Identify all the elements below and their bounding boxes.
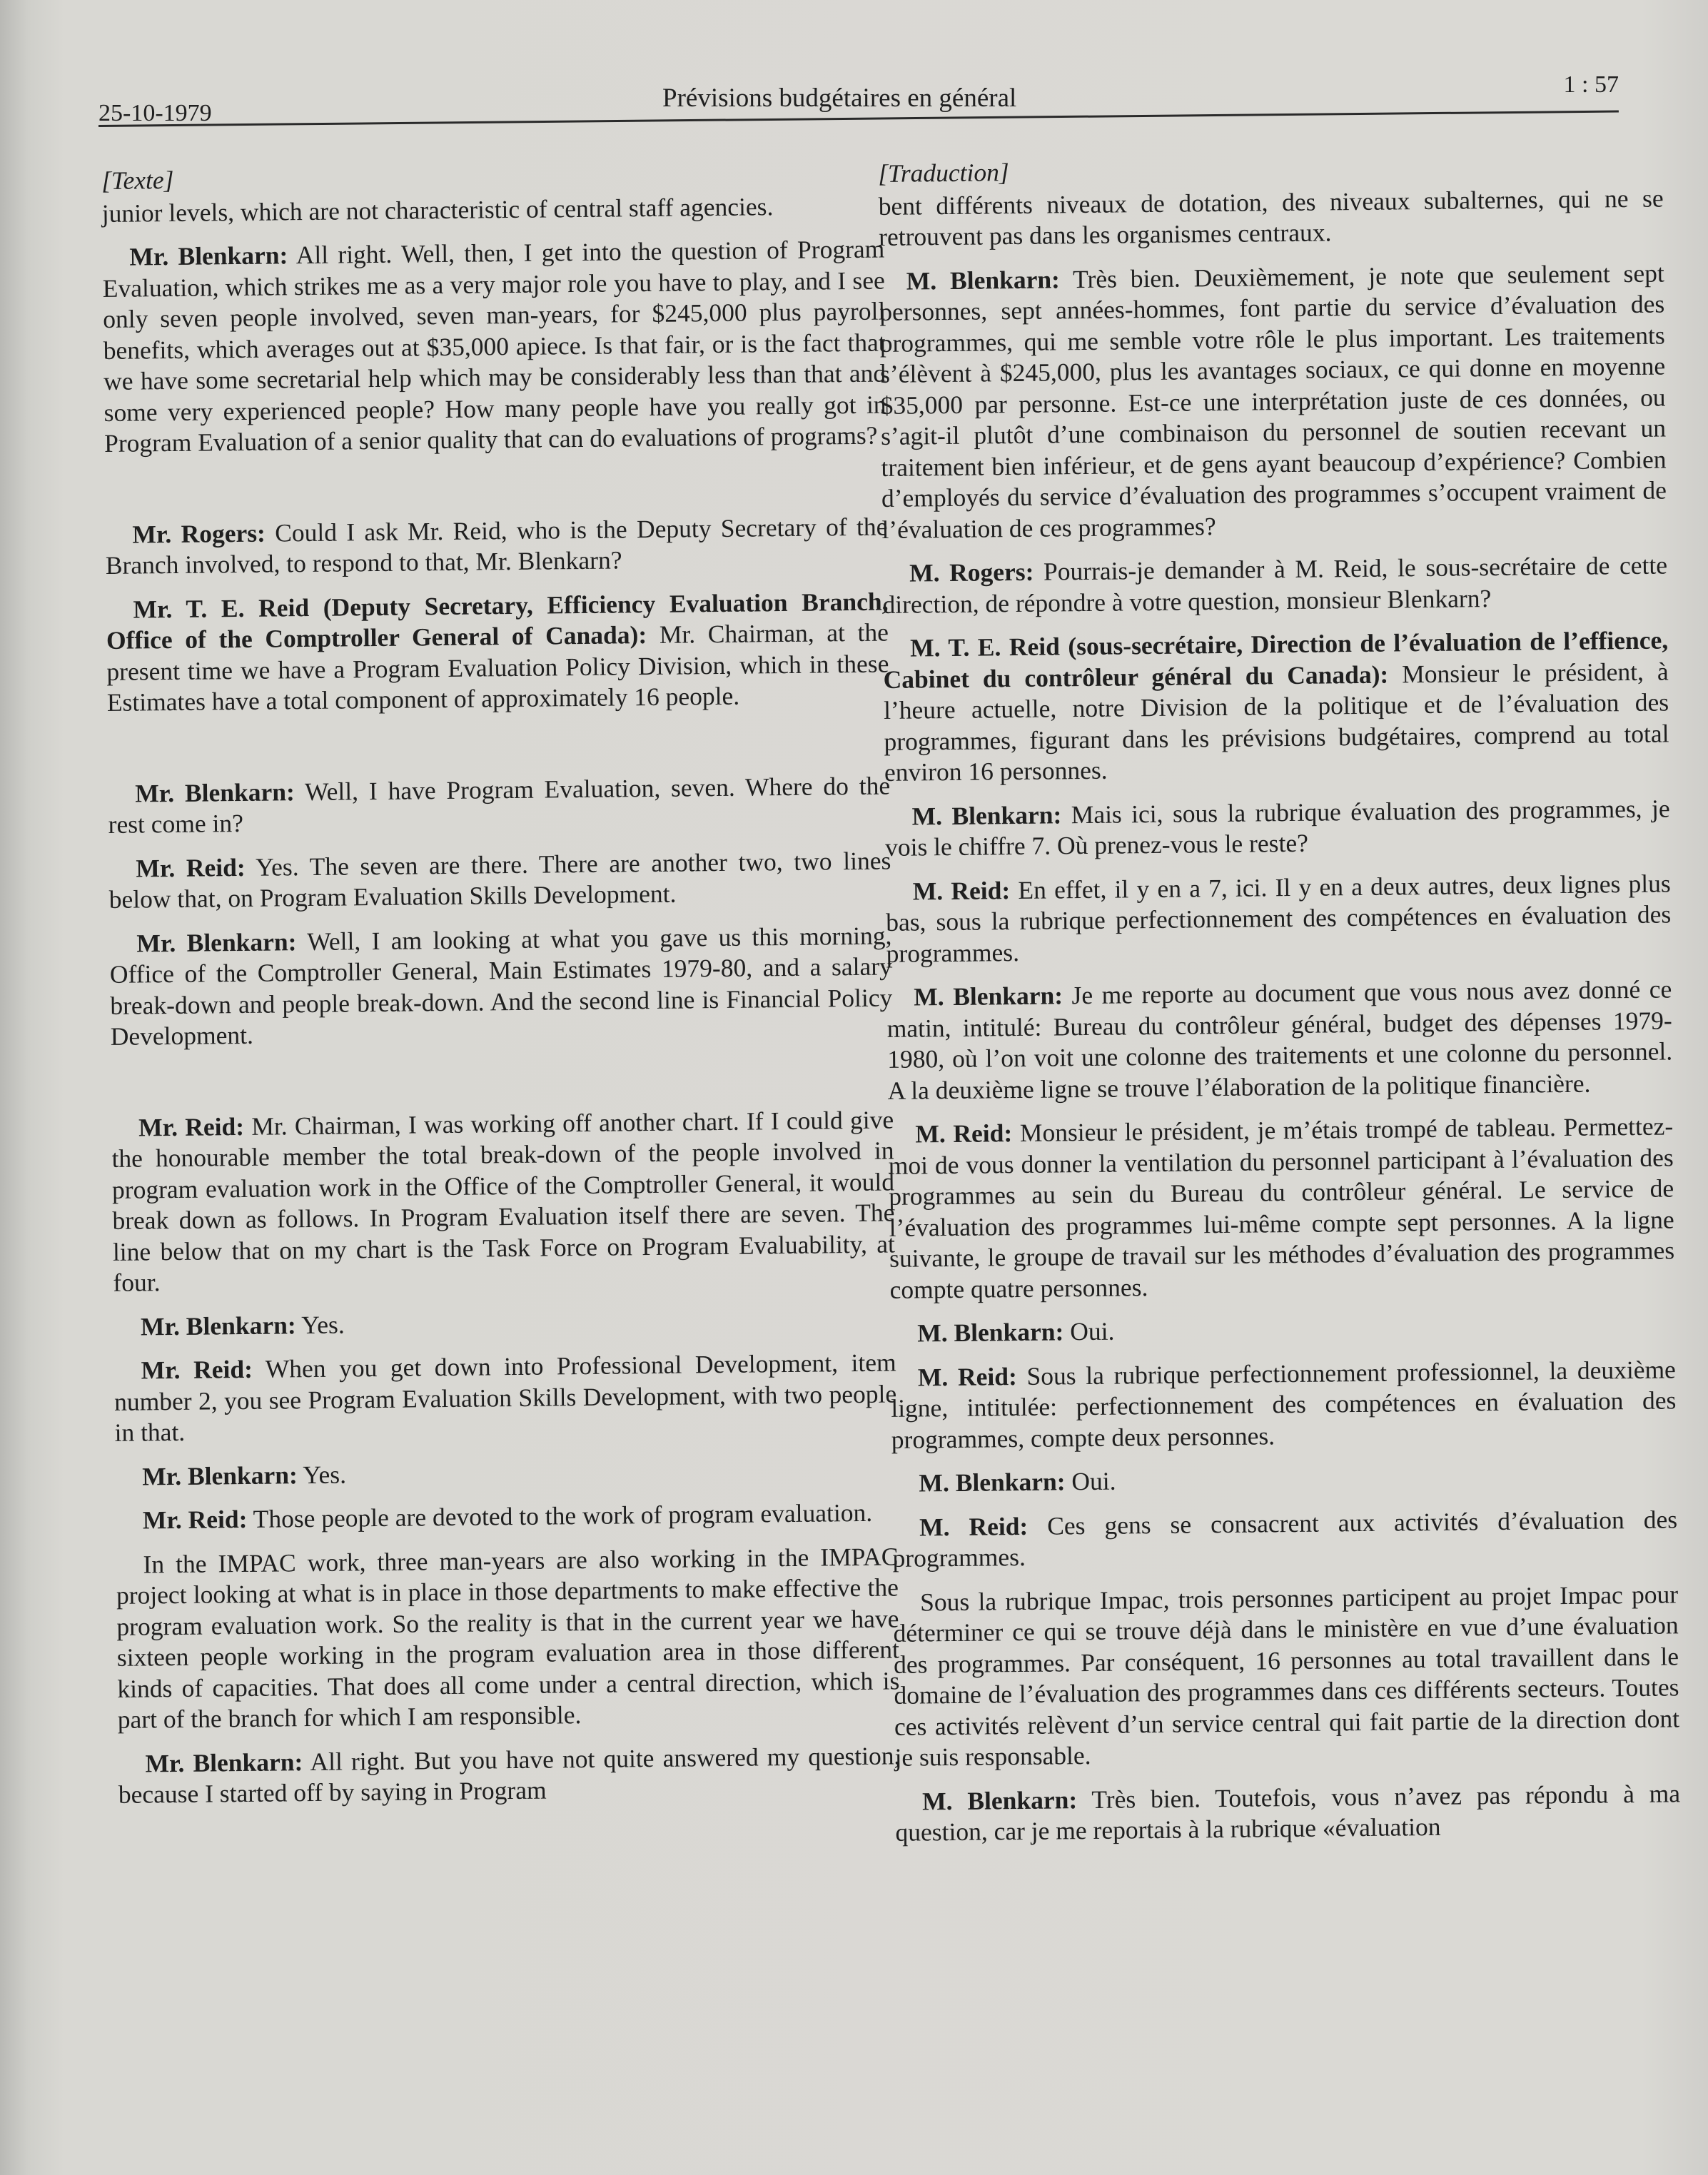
speaker-name: M. Blenkarn: [921,1785,1078,1815]
paragraph [884,793,1670,864]
paragraph-text: bent différents niveaux de dotation, des niveaux subalternes, qui ne se retrouvent pas dans les organismes centraux. [878,183,1664,251]
paragraph-text: Très bien. Deuxièmement, je note que seulement sept personnes, sept années-hommes, font partie du service d’évaluation des programmes, qui me semble votre rôle le plus important. Les traitements s’élèvent à $245,000, plus les avantages sociaux, ce qui donne en moyenne $35,000 par personne. Est-ce une interprétation juste de ces données, ou s’agit-il plutôt d’une combinaison du personnel de soutien recevant un traitement bien inférieur, et de gens ayant beaucoup d’expérience? Combien d’employés du service d’évaluation des programmes s’occupent vraiment de l’évaluation de ces programmes? [879,258,1667,544]
speaker-name: Mr. Reid: [138,1111,245,1142]
speaker-name: Mr. Reid: [141,1354,253,1385]
paragraph-text: Oui. [1070,1316,1115,1346]
paragraph-text: Well, I am looking at what you gave us this morning, Office of the Comptroller General, Main Estimates 1979-80, and a salary break-down and people break-down. And the second line is Financial Policy Development. [109,920,893,1051]
paragraph [882,550,1668,620]
paragraph [895,1778,1681,1849]
speaker-name: Mr. T. E. Reid (Deputy Secretary, Efficiency Evaluation Branch, Office of the Comptroller General of Canada): [106,586,889,655]
paragraph-text: En effet, il y en a 7, ici. Il y en a deux autres, deux lignes plus bas, sous la rubrique perfectionnement des compétences en évaluation des programmes. [885,868,1672,968]
paragraph-text: Mais ici, sous la rubrique évaluation des programmes, je vois le chiffre 7. Où prenez-vous le reste? [884,793,1670,862]
paragraph-text: All right. Well, then, I get into the question of Program Evaluation, which strikes me as a very major role you have to play, and I see only seven people involved, seven man-years, for $245,000 plus payroll benefits, which averages out at $35,000 apiece. Is that fair, or is the fact that we have some secretarial help which may be considerably less than that and some very experienced people? How many people have you really got in Program Evaluation of a senior quality that can do evaluations of programs? [102,234,886,458]
paragraph-text: Monsieur le président, à l’heure actuelle, notre Division de la politique et de l’évaluation des programmes, figurant dans les prévisions budgétaires, comprend au total environ 16 personnes. [883,656,1669,787]
paragraph-text: Well, I have Program Evaluation, seven. Where do the rest come in? [108,770,891,839]
speaker-name: M. Reid: [915,1119,1013,1149]
french-column [878,150,1681,1861]
speaker-name: Mr. Blenkarn: [142,1460,298,1491]
paragraph [891,1460,1677,1499]
paragraph [105,511,888,581]
paragraph-text: When you get down into Professional Development, item number 2, you see Program Evaluation Skills Development, with two people in that. [113,1348,897,1447]
paragraph-text: Sous la rubrique perfectionnement professionnel, la deuxième ligne, intitulée: perfectionnement des compétences en évaluation des programmes, compte deux personnes. [891,1354,1677,1454]
speaker-name: Mr. Reid: [136,852,246,883]
paragraph-text: Yes. The seven are there. There are another two, two lines below that, on Program Evaluation Skills Development. [108,845,891,914]
speaker-name: M. Blenkarn: [914,981,1063,1011]
speaker-name: M. Reid: [917,1361,1018,1392]
speaker-name: M. Blenkarn: [919,1467,1066,1498]
speaker-name: Mr. Blenkarn: [129,241,288,271]
paragraph [106,586,889,718]
speaker-name: Mr. Blenkarn: [140,1310,296,1341]
paragraph [113,1303,896,1343]
paragraph-text: Oui. [1071,1466,1116,1496]
speaker-name: M. Blenkarn: [917,1317,1064,1348]
paragraph-text: Monsieur le président, je m’étais trompé de tableau. Permettez-moi de vous donner la ventilation du personnel participant à l’évaluation des programmes au sein du Bureau du contrôleur général. Le service de l’évaluation des programmes lui-même compte sept personnes. A la ligne suivante, le groupe de travail sur les méthodes d’évaluation des programmes compte quatre personnes. [888,1111,1675,1304]
paragraph [109,920,893,1052]
speaker-name: Mr. Blenkarn: [136,927,297,958]
speaker-name: Mr. Blenkarn: [145,1747,303,1777]
header-title: Prévisions budgétaires en général [662,84,1017,113]
paragraph [886,974,1673,1106]
speaker-name: Mr. Reid: [142,1504,248,1535]
paragraph [892,1504,1678,1575]
speaker-name: M. Rogers: [909,557,1034,587]
header-page-number: 1 : 57 [1563,71,1619,98]
paragraph [888,1111,1675,1306]
english-column [101,158,901,1824]
paragraph-text: Très bien. Toutefois, vous n’avez pas répondu à ma question, car je me reportais à la rubrique «évaluation [895,1778,1681,1847]
paragraph-text: Mr. Chairman, I was working off another chart. If I could give the honourable member the total break-down of the people involved in program evaluation work in the Office of the Comptroller General, it would break down as follows. In Program Evaluation itself there are seven. The line below that on my chart is the Task Force on Program Evaluability, at four. [111,1104,896,1297]
paragraph-text: junior levels, which are not characteristic of central staff agencies. [101,191,774,228]
paragraph [108,845,891,915]
paragraph-text: Sous la rubrique Impac, trois personnes participent au projet Impac pour déterminer ce qui se trouve déjà dans le ministère en vue d’une évaluation des programmes. Par conséquent, 16 personnes au total travaillent dans le domaine de l’évaluation des programmes dans ces différents secteurs. Toutes ces activités relèvent d’un service central qui fait partie de la direction dont je suis responsable. [893,1579,1680,1772]
speaker-name: Mr. Blenkarn: [134,777,295,808]
paragraph-text: Mr. Chairman, at the present time we have a Program Evaluation Policy Division, which in these Estimates have a total component of approximately 16 people. [106,617,889,717]
speaker-name: M. Reid: [919,1511,1029,1541]
speaker-name: M. T. E. Reid (sous-secrétaire, Direction de l’évaluation de l’effience, Cabinet du contrôleur général du Canada): [883,625,1669,694]
paragraph [101,190,884,229]
paragraph-text: Could I ask Mr. Reid, who is the Deputy Secretary of the Branch involved, to respond to that, Mr. Blenkarn? [105,511,888,580]
paragraph [893,1579,1680,1774]
paragraph [116,1541,900,1735]
speaker-name: M. Reid: [912,875,1011,906]
paragraph-text: Yes. [300,1310,345,1339]
paragraph [879,258,1667,545]
page-header [98,71,1619,128]
paragraph-text: Those people are devoted to the work of program evaluation. [253,1498,873,1533]
paragraph [108,770,891,840]
paragraph [113,1347,896,1448]
column-marker: [Traduction] [878,158,1009,188]
paragraph [878,183,1664,253]
paragraph-text: Yes. [303,1460,347,1489]
paragraph [102,234,886,460]
paragraph-text: Pourrais-je demander à M. Reid, le sous-secrétaire de cette direction, de répondre à votre question, monsieur Blenkarn? [882,550,1668,619]
paragraph [111,1104,896,1298]
column-marker: [Texte] [101,165,174,195]
paragraph-text: Je me reporte au document que vous nous avez donné ce matin, intitulé: Bureau du contrôleur général, budget des dépenses 1979-1980, où l’on voit une colonne des traitements et une colonne du personnel. A la deuxième ligne se trouve l’élaboration de la politique financière. [886,974,1673,1105]
paragraph-text: All right. But you have not quite answered my question, because I started off by saying in Program [118,1740,901,1809]
paragraph [890,1310,1675,1349]
speaker-name: Mr. Rogers: [132,518,266,549]
paragraph [883,625,1669,788]
paragraph-text: Ces gens se consacrent aux activités d’évaluation des programmes. [892,1504,1678,1573]
speaker-name: M. Blenkarn: [906,264,1061,296]
header-date: 25-10-1979 [98,100,212,126]
paragraph [118,1740,901,1810]
paragraph [116,1497,898,1536]
speaker-name: M. Blenkarn: [911,799,1062,831]
paragraph [886,868,1672,969]
paragraph-text: In the IMPAC work, three man-years are also working in the IMPAC project looking at what is in place in those departments to make effective the program evaluation work. So the reality is that in the current year we have sixteen people working in the program evaluation area in those different kinds of capacities. That does all come under a central direction, which is part of the branch for which I am responsible. [116,1541,900,1734]
paragraph [115,1453,897,1493]
paragraph [891,1354,1677,1455]
